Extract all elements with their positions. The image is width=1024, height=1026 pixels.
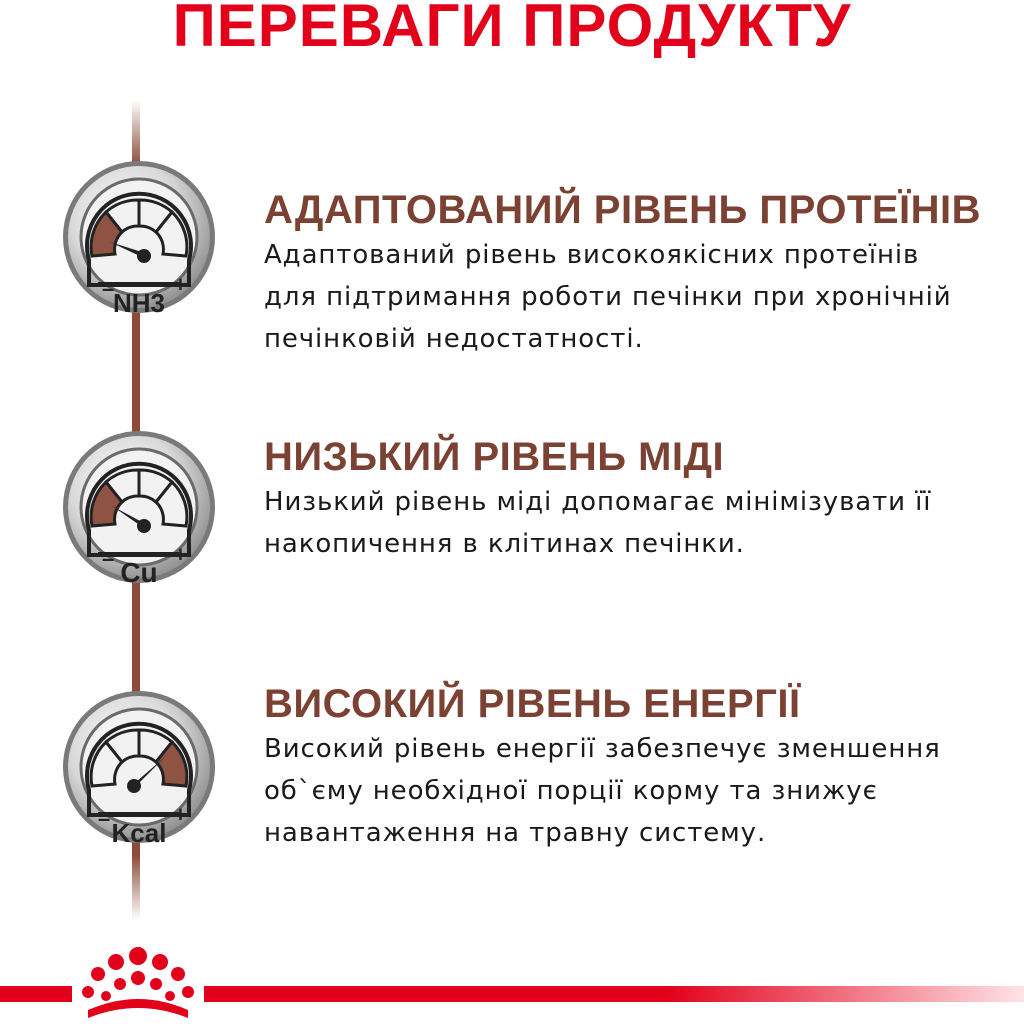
plus-sign: + [174, 802, 187, 827]
gauge-label: Kcal [111, 818, 167, 844]
feature-text-line: навантаження на травну систему. [264, 818, 767, 848]
feature-text-line: для підтримання роботи печінки при хронічній [264, 282, 952, 312]
feature-title: АДАПТОВАНИЙ РІВЕНЬ ПРОТЕЇНІВ [264, 188, 981, 232]
feature-text-line: об`єму необхідної порції корму та знижує [264, 776, 878, 806]
plus-sign: + [174, 542, 187, 567]
feature-text-line: Високий рівень енергії забезпечує зменшення [264, 734, 941, 764]
royal-canin-crown-logo [78, 944, 198, 1026]
feature-title: ВИСОКИЙ РІВЕНЬ ЕНЕРГІЇ [264, 682, 801, 726]
gauge-label: Cu [120, 557, 158, 584]
feature-protein [264, 186, 1004, 360]
feature-text-line: печінковій недостатності. [264, 324, 644, 354]
minus-sign: – [98, 806, 111, 831]
ammonia-gauge-icon [62, 160, 216, 314]
feature-text-line: Адаптований рівень високоякісних протеїнів [264, 240, 920, 270]
copper-gauge-icon [62, 430, 216, 584]
feature-energy [264, 680, 1004, 854]
feature-text-line: накопичення в клітинах печінки. [264, 529, 745, 559]
plus-sign: + [174, 272, 187, 297]
page-title: ПЕРЕВАГИ ПРОДУКТУ [172, 0, 852, 59]
feature-copper [264, 433, 1004, 565]
kcal-gauge-icon [62, 690, 216, 844]
feature-title: НИЗЬКИЙ РІВЕНЬ МІДІ [264, 435, 725, 479]
feature-text-line: Низький рівень міді допомагає мінімізувати її [264, 487, 932, 517]
minus-sign: – [102, 276, 115, 301]
minus-sign: – [102, 546, 115, 571]
gauge-label: NH3 [112, 288, 166, 314]
